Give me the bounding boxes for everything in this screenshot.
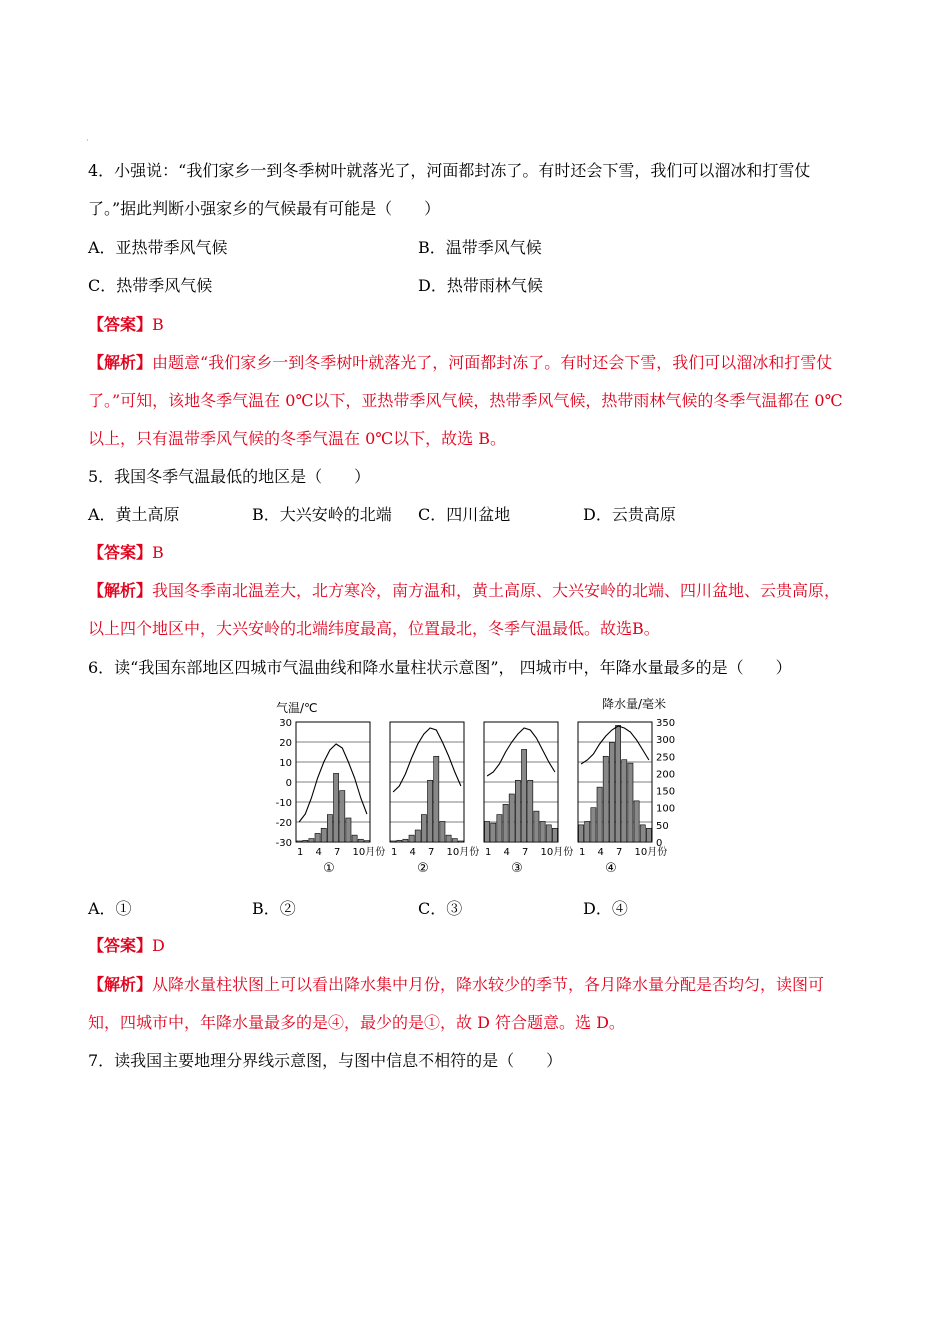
answer-tag: 【答案】 — [88, 315, 153, 334]
temperature-tick-label: 0 — [285, 778, 292, 789]
temperature-curve — [487, 728, 555, 776]
q5-answer — [88, 543, 164, 563]
q5-analysis-line1 — [88, 581, 840, 601]
q6-analysis-line2: 知，四城市中，年降水量最多的是④，最少的是①，故 D 符合题意。选 D。 — [88, 1013, 625, 1032]
q4-option-b: B．温带季风气候 — [418, 238, 542, 257]
analysis-text: 我国冬季南北温差大，北方寒冷，南方温和，黄土高原、大兴安岭的北端、四川盆地、云贵高原， — [152, 581, 841, 600]
precipitation-bar — [297, 841, 302, 842]
precipitation-bar — [509, 794, 514, 842]
q4-answer — [88, 315, 164, 335]
precipitation-bar — [585, 821, 590, 842]
month-tick-label: 10月份 — [540, 847, 574, 858]
month-tick-label: 4 — [409, 847, 416, 858]
answer-tag: 【答案】 — [88, 543, 153, 562]
precipitation-bar — [609, 743, 614, 842]
temperature-tick-label: 30 — [279, 718, 292, 729]
q6-stem: 6．读“我国东部地区四城市气温曲线和降水量柱状示意图”， 四城市中，年降水量最多的是（ ） — [88, 658, 792, 677]
q4-stem-line2: 了。”据此判断小强家乡的气候最有可能是（ ） — [88, 199, 441, 218]
precipitation-bar — [522, 749, 527, 842]
precipitation-tick-label: 200 — [656, 769, 676, 781]
climate-panel — [296, 722, 385, 876]
month-tick-label: 10月份 — [352, 847, 386, 858]
precipitation-bar — [628, 763, 633, 842]
climate-chart-figure — [270, 692, 690, 882]
month-tick-label: 4 — [503, 847, 510, 858]
precipitation-tick-label: 0 — [656, 838, 663, 849]
q6-option-c: C．③ — [418, 899, 463, 918]
temperature-tick-label: 20 — [279, 738, 292, 749]
precipitation-bar — [391, 841, 396, 842]
precipitation-tick-label: 250 — [656, 752, 676, 764]
answer-value: B — [152, 543, 164, 562]
month-tick-label: 7 — [334, 847, 341, 858]
q5-analysis-line2: 以上四个地区中，大兴安岭的北端纬度最高，位置最北，冬季气温最低。故选B。 — [88, 619, 660, 638]
precipitation-bar — [358, 839, 363, 842]
precipitation-bar — [515, 780, 520, 842]
temperature-axis-label: 气温/℃ — [276, 701, 318, 715]
precipitation-bar — [364, 841, 369, 842]
precipitation-bar — [352, 835, 357, 842]
month-tick-label: 4 — [315, 847, 322, 858]
precipitation-bar — [503, 804, 508, 842]
precipitation-bar — [409, 835, 414, 842]
q6-option-a: A．① — [88, 899, 132, 918]
analysis-text: 从降水量柱状图上可以看出降水集中月份，降水较少的季节，各月降水量分配是否均匀，读图可 — [152, 975, 825, 994]
precipitation-tick-label: 50 — [656, 820, 669, 832]
precipitation-bar — [403, 839, 408, 842]
month-tick-label: 10月份 — [446, 847, 480, 858]
precipitation-bar — [491, 823, 496, 842]
precipitation-bar — [452, 839, 457, 842]
temperature-curve — [299, 744, 367, 822]
precipitation-bar — [540, 821, 545, 842]
precipitation-bar — [546, 825, 551, 842]
analysis-tag: 【解析】 — [88, 581, 153, 600]
temperature-curve — [393, 728, 461, 792]
q4-analysis-line2: 了。”可知，该地冬季气温在 0℃以下，亚热带季风气候，热带季风气候，热带雨林气候的冬季气温都在 0℃ — [88, 391, 843, 410]
analysis-tag: 【解析】 — [88, 975, 153, 994]
q5-stem: 5．我国冬季气温最低的地区是（ ） — [88, 467, 371, 486]
q5-option-c: C．四川盆地 — [418, 505, 511, 524]
temperature-tick-label: -30 — [275, 838, 292, 849]
q6-option-b: B．② — [252, 899, 296, 918]
month-tick-label: 10月份 — [634, 847, 668, 858]
precipitation-bar — [622, 760, 627, 842]
temperature-tick-label: 10 — [279, 758, 292, 769]
month-tick-label: 7 — [522, 847, 529, 858]
precipitation-bar — [334, 773, 339, 842]
precipitation-bar — [603, 756, 608, 842]
q4-option-a: A．亚热带季风气候 — [88, 238, 228, 257]
precipitation-bar — [434, 756, 439, 842]
precipitation-bar — [497, 815, 502, 842]
panel-number-label: ② — [417, 861, 429, 876]
precipitation-bar — [616, 725, 621, 842]
panel-number-label: ④ — [605, 861, 617, 876]
precipitation-tick-label: 100 — [656, 803, 676, 815]
precipitation-tick-label: 150 — [656, 786, 676, 798]
precipitation-bar — [303, 840, 308, 842]
panel-number-label: ① — [323, 861, 335, 876]
precipitation-bar — [579, 825, 584, 842]
temperature-tick-label: -20 — [275, 818, 292, 829]
precipitation-bar — [346, 818, 351, 842]
analysis-text: 由题意“我们家乡一到冬季树叶就落光了，河面都封冻了。有时还会下雪，我们可以溜冰和打雪仗 — [152, 353, 833, 372]
precipitation-bar — [327, 815, 332, 842]
precipitation-bar — [485, 821, 490, 842]
precipitation-tick-label: 350 — [656, 718, 676, 729]
answer-value: B — [152, 315, 164, 334]
climate-panels — [296, 722, 667, 876]
precipitation-bar — [534, 811, 539, 842]
paragraph-mark: · — [86, 136, 89, 146]
month-tick-label: 4 — [597, 847, 604, 858]
precipitation-tick-label: 300 — [656, 735, 676, 747]
month-tick-label: 7 — [428, 847, 435, 858]
temperature-tick-label: -10 — [275, 798, 292, 809]
precipitation-bar — [315, 833, 320, 842]
q6-answer — [88, 936, 165, 956]
q6-option-d: D．④ — [583, 899, 628, 918]
precipitation-bar — [321, 828, 326, 842]
q7-stem: 7．读我国主要地理分界线示意图，与图中信息不相符的是（ ） — [88, 1051, 563, 1070]
q6-analysis-line1 — [88, 975, 824, 995]
precipitation-bar — [552, 828, 557, 842]
precipitation-bar — [397, 840, 402, 842]
q4-option-d: D．热带雨林气候 — [418, 276, 543, 295]
precipitation-ticks — [656, 718, 675, 849]
answer-value: D — [152, 936, 165, 955]
temperature-ticks — [276, 718, 292, 849]
precipitation-bar — [428, 780, 433, 842]
temperature-curve — [581, 726, 649, 764]
month-tick-label: 1 — [297, 847, 304, 858]
climate-panel — [484, 722, 573, 876]
precipitation-bar — [309, 839, 314, 842]
q5-option-d: D．云贵高原 — [583, 505, 676, 524]
precipitation-bar — [440, 821, 445, 842]
q4-analysis-line1 — [88, 353, 832, 373]
panel-number-label: ③ — [511, 861, 523, 876]
month-tick-label: 7 — [616, 847, 623, 858]
month-tick-label: 1 — [579, 847, 586, 858]
precipitation-bar — [528, 780, 533, 842]
precipitation-bar — [591, 808, 596, 842]
precipitation-bar — [458, 841, 463, 842]
q5-option-b: B．大兴安岭的北端 — [252, 505, 392, 524]
precipitation-bar — [421, 815, 426, 842]
climate-panel — [390, 722, 479, 876]
month-tick-label: 1 — [485, 847, 492, 858]
precipitation-bar — [597, 787, 602, 842]
precipitation-bar — [446, 835, 451, 842]
q4-analysis-line3: 以上，只有温带季风气候的冬季气温在 0℃以下，故选 B。 — [88, 429, 507, 448]
q4-stem-line1: 4．小强说：“我们家乡一到冬季树叶就落光了，河面都封冻了。有时还会下雪，我们可以溜冰和打雪仗 — [88, 161, 811, 180]
q4-option-c: C．热带季风气候 — [88, 276, 213, 295]
climate-panel — [578, 722, 667, 876]
precipitation-bar — [646, 828, 651, 842]
answer-tag: 【答案】 — [88, 936, 153, 955]
precipitation-axis-label: 降水量/毫米 — [602, 697, 667, 711]
precipitation-bar — [340, 791, 345, 842]
precipitation-bar — [640, 825, 645, 842]
q5-option-a: A．黄土高原 — [88, 505, 180, 524]
analysis-tag: 【解析】 — [88, 353, 153, 372]
precipitation-bar — [415, 830, 420, 842]
month-tick-label: 1 — [391, 847, 398, 858]
precipitation-bar — [634, 801, 639, 842]
